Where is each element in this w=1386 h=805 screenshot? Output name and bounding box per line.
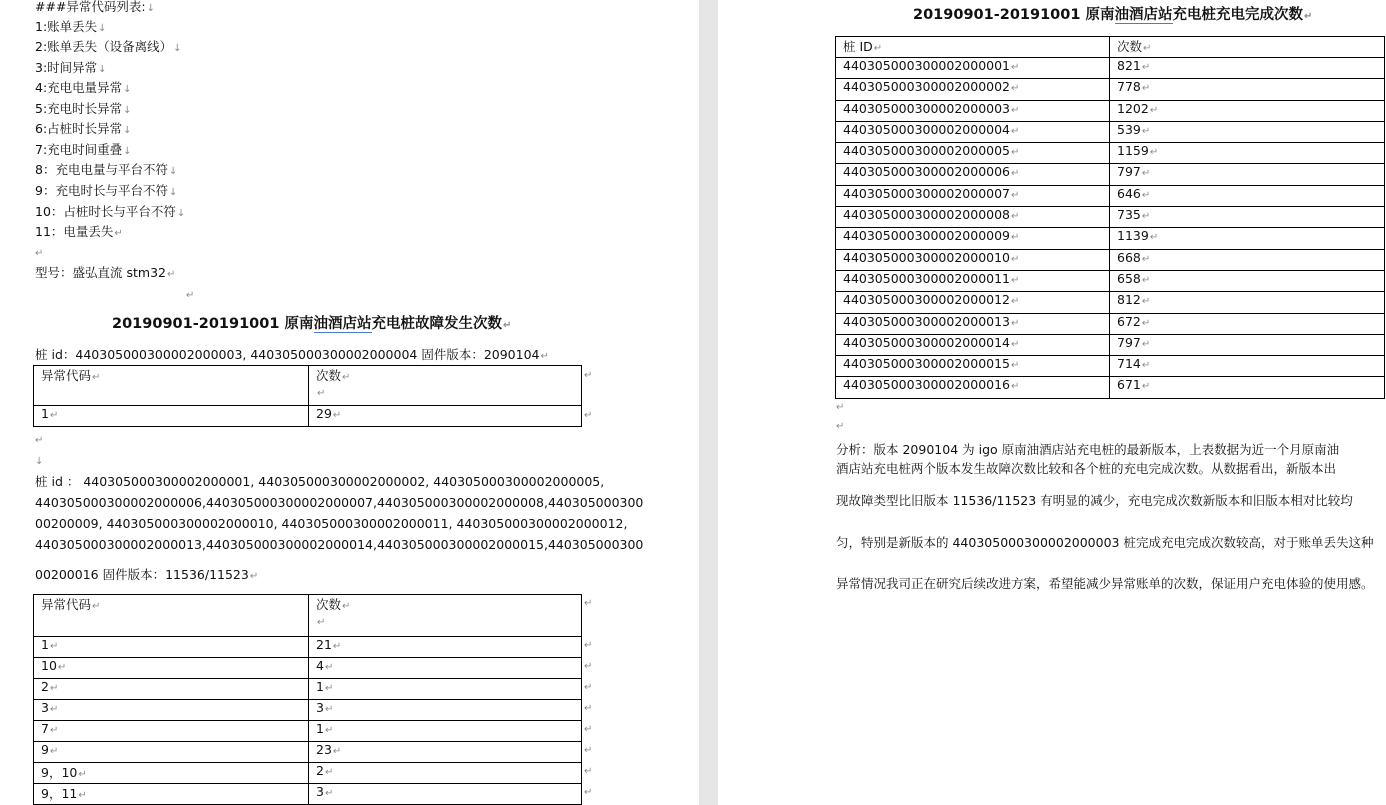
table-cell: 1↵ [309,679,582,700]
table-row [836,58,1385,79]
pile-id-cell: 440305000300002000013↵ [836,313,1110,334]
count-cell: 1202↵ [1110,100,1385,121]
row-end-mark: ↵ [584,745,593,756]
pile-id-cell: 440305000300002000008↵ [836,207,1110,228]
table-row [34,700,582,721]
row-end-mark: ↵ [584,724,593,735]
table-row [836,270,1385,291]
code-list-item: 9：充电时长与平台不符↓ [35,183,178,198]
table-cell: 7↵ [34,721,309,742]
table-header-cell: 次数↵ ↵ [309,366,582,406]
code-list-item: 11：电量丢失↵ [35,224,123,239]
group2-info-line: 440305000300002000006,440305000300002000007,440305000300002000008,440305000300 [35,495,644,510]
table-row [34,721,582,742]
table-cell: 9↵ [34,742,309,763]
analysis-line: 匀，特别是新版本的 440305000300002000003 桩完成充电完成次数较高，对于账单丢失这种 [836,535,1374,550]
code-list-item: 6:占桩时长异常↓ [35,121,132,136]
row-end-mark: ↵ [584,787,593,798]
pile-id-cell: 440305000300002000002↵ [836,79,1110,100]
table-row [34,784,582,805]
table-row [836,334,1385,355]
table-cell: 10↵ [34,658,309,679]
group2-info-line: 00200016 固件版本：11536/11523↵ [35,567,259,582]
table-cell: 2↵ [34,679,309,700]
analysis-line: 酒店站充电桩两个版本发生故障次数比较和各个桩的充电完成次数。从数据看出，新版本出 [836,461,1337,476]
table-header-cell: 次数↵ ↵ [309,595,582,637]
table-row [836,377,1385,398]
count-cell: 735↵ [1110,207,1385,228]
fault-table-title: 20190901-20191001 原南油酒店站充电桩故障发生次数↵ [112,316,512,332]
table-row [836,228,1385,249]
table-row [836,143,1385,164]
table-row [34,637,582,658]
model-line: 型号：盛弘直流 stm32↵ [35,265,176,280]
paragraph-mark: ↵ [35,435,44,446]
group2-info-line: 桩 id ： 440305000300002000001, 440305000300002000002, 440305000300002000005, [35,474,605,489]
table-row [34,658,582,679]
completion-table [835,36,1385,399]
table-row [34,742,582,763]
table-row [34,763,582,784]
pile-id-cell: 440305000300002000006↵ [836,164,1110,185]
table-cell: 29↵ [309,406,582,427]
table-header-cell: 异常代码↵ [34,366,309,406]
code-list-item: 10：占桩时长与平台不符↓ [35,204,186,219]
count-cell: 821↵ [1110,58,1385,79]
pile-id-cell: 440305000300002000003↵ [836,100,1110,121]
table-row [836,121,1385,142]
pile-id-cell: 440305000300002000010↵ [836,249,1110,270]
table-header-row [836,37,1385,58]
code-list-heading: ###异常代码列表:↓ [35,0,156,14]
table-cell: 3↵ [34,700,309,721]
pile-id-cell: 440305000300002000005↵ [836,143,1110,164]
count-cell: 672↵ [1110,313,1385,334]
paragraph-mark: ↵ [836,421,845,432]
pile-id-cell: 440305000300002000012↵ [836,292,1110,313]
count-cell: 778↵ [1110,79,1385,100]
count-cell: 671↵ [1110,377,1385,398]
table-header-cell: 次数↵ [1110,37,1385,58]
count-cell: 539↵ [1110,121,1385,142]
pile-id-cell: 440305000300002000011↵ [836,270,1110,291]
count-cell: 668↵ [1110,249,1385,270]
table-cell: 4↵ [309,658,582,679]
code-list-item: 4:充电电量异常↓ [35,80,132,95]
table-row [836,249,1385,270]
code-list-item: 3:时间异常↓ [35,60,107,75]
pile-id-cell: 440305000300002000007↵ [836,185,1110,206]
table-cell: 1↵ [34,406,309,427]
code-list-item: 1:账单丢失↓ [35,19,107,34]
table-cell: 3↵ [309,700,582,721]
row-end-mark: ↵ [584,410,593,421]
table-header-row [34,595,582,637]
table-cell: 3↵ [309,784,582,805]
row-end-mark: ↵ [584,640,593,651]
row-end-mark: ↵ [584,766,593,777]
row-end-mark: ↵ [584,598,593,609]
table-cell: 21↵ [309,637,582,658]
document-page-right [718,0,1386,805]
code-list-item: 5:充电时长异常↓ [35,101,132,116]
table-header-cell: 异常代码↵ [34,595,309,637]
paragraph-mark: ↓ [35,456,44,467]
analysis-line: 分析：版本 2090104 为 igo 原南油酒店站充电桩的最新版本，上表数据为近一个月原南油 [836,442,1340,457]
code-list-item: 2:账单丢失（设备离线）↓ [35,39,182,54]
table-cell: 1↵ [34,637,309,658]
table-row [836,313,1385,334]
table-header-cell: 桩 ID↵ [836,37,1110,58]
row-end-mark: ↵ [584,661,593,672]
table-row [836,292,1385,313]
table-header-row [34,366,582,406]
paragraph-mark: ↵ [35,248,44,259]
paragraph-mark: ↵ [186,290,195,301]
analysis-line: 现故障类型比旧版本 11536/11523 有明显的减少，充电完成次数新版本和旧版本相对比较均 [836,493,1353,508]
count-cell: 812↵ [1110,292,1385,313]
pile-id-cell: 440305000300002000016↵ [836,377,1110,398]
fault-table-group1 [33,365,582,427]
count-cell: 1159↵ [1110,143,1385,164]
group2-info-line: 440305000300002000013,440305000300002000014,440305000300002000015,440305000300 [35,537,644,552]
code-list-item: 8：充电电量与平台不符↓ [35,162,178,177]
code-list-item: 7:充电时间重叠↓ [35,142,132,157]
table-cell: 9，10↵ [34,763,309,784]
table-row [836,185,1385,206]
table-row [34,406,582,427]
table-row [836,100,1385,121]
pile-id-cell: 440305000300002000015↵ [836,356,1110,377]
paragraph-mark: ↵ [836,402,845,413]
count-cell: 658↵ [1110,270,1385,291]
pile-id-cell: 440305000300002000004↵ [836,121,1110,142]
table-row [836,164,1385,185]
count-cell: 646↵ [1110,185,1385,206]
table-row [836,79,1385,100]
table-cell: 1↵ [309,721,582,742]
table-row [836,207,1385,228]
count-cell: 714↵ [1110,356,1385,377]
count-cell: 797↵ [1110,164,1385,185]
pile-id-cell: 440305000300002000014↵ [836,334,1110,355]
pile-id-cell: 440305000300002000009↵ [836,228,1110,249]
table-cell: 9，11↵ [34,784,309,805]
fault-table-group2 [33,594,582,805]
pile-id-cell: 440305000300002000001↵ [836,58,1110,79]
count-cell: 797↵ [1110,334,1385,355]
table-row [34,679,582,700]
count-cell: 1139↵ [1110,228,1385,249]
table-cell: 2↵ [309,763,582,784]
row-end-mark: ↵ [584,370,593,381]
group2-info-line: 00200009, 440305000300002000010, 440305000300002000011, 440305000300002000012, [35,516,628,531]
table-cell: 23↵ [309,742,582,763]
group1-info: 桩 id：440305000300002000003, 440305000300002000004 固件版本：2090104↵ [35,347,549,362]
table-row [836,356,1385,377]
row-end-mark: ↵ [584,682,593,693]
completion-table-title: 20190901-20191001 原南油酒店站充电桩充电完成次数↵ [913,7,1313,23]
analysis-line: 异常情况我司正在研究后续改进方案，希望能减少异常账单的次数，保证用户充电体验的使用感。 [836,576,1374,591]
row-end-mark: ↵ [584,703,593,714]
